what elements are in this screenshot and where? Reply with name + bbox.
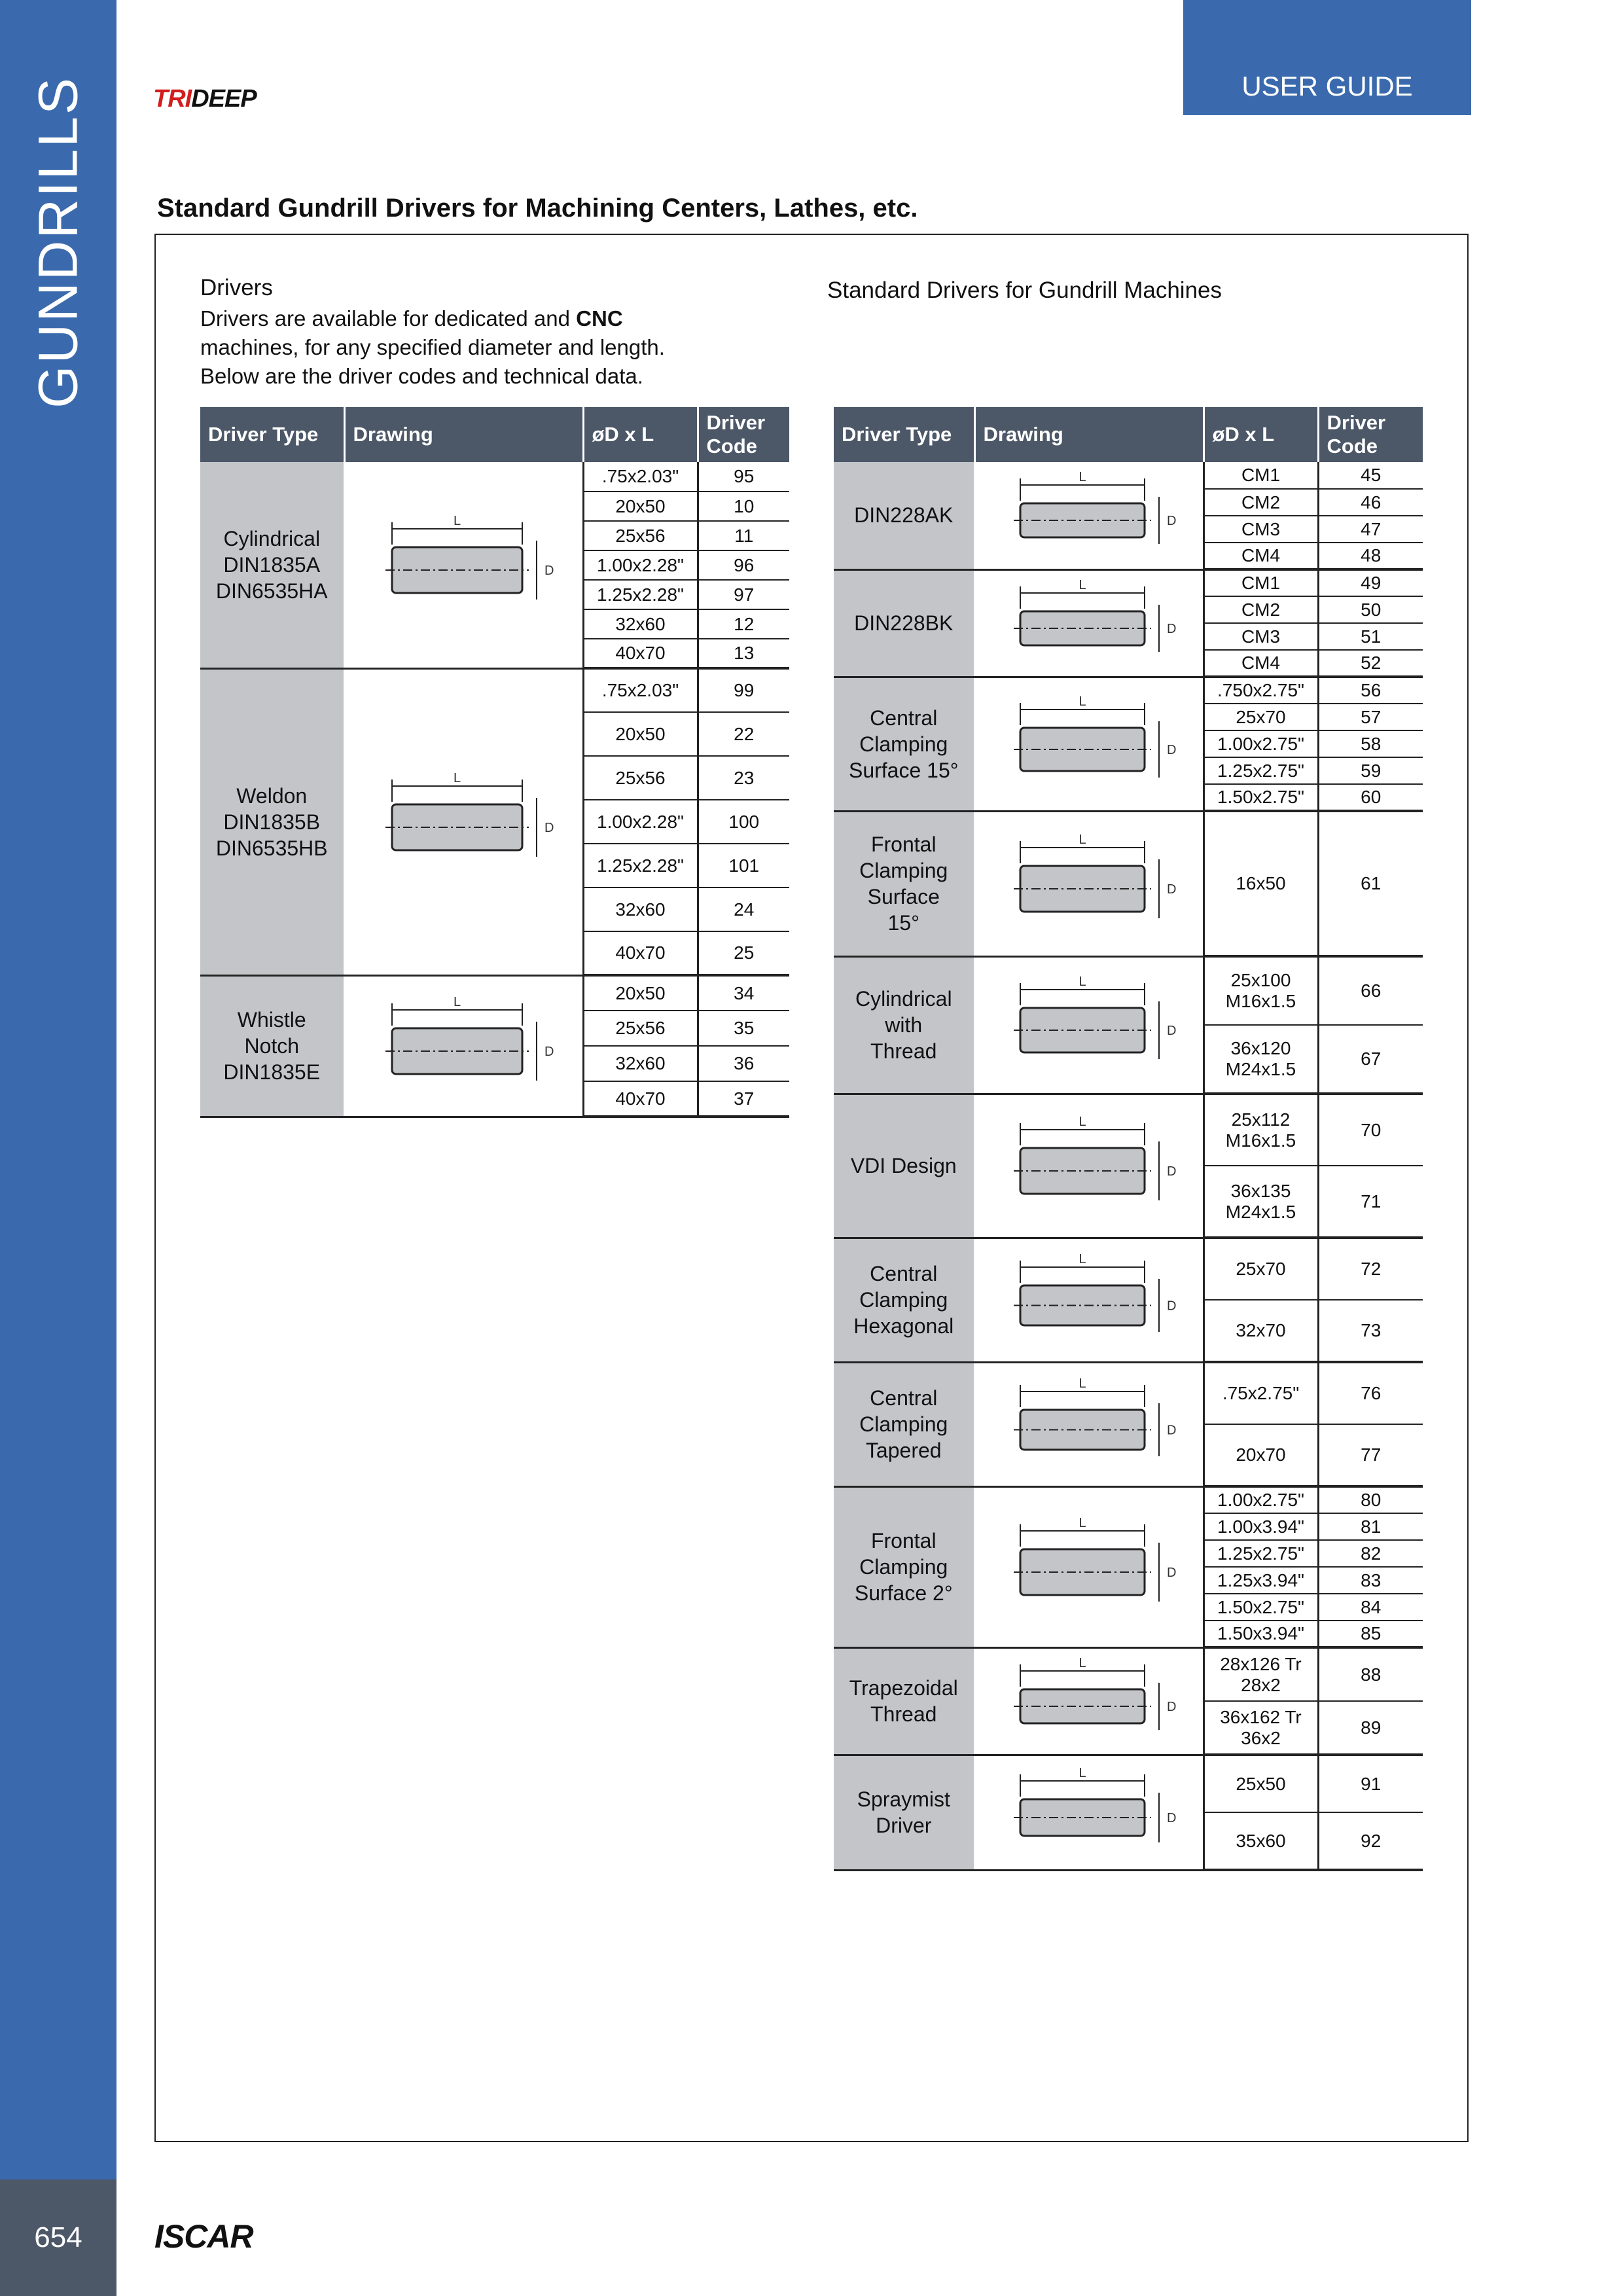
- section-title: GUNDRILLS: [27, 76, 89, 408]
- col-drawing: Drawing: [974, 407, 1204, 462]
- svg-text:D: D: [544, 1045, 554, 1059]
- table-row: [834, 462, 1423, 489]
- table-row: [834, 1362, 1423, 1424]
- driver-code-cell: 11: [698, 521, 789, 550]
- driver-code-cell: 59: [1318, 757, 1423, 784]
- dimension-cell: 1.00x2.28": [583, 800, 698, 844]
- col-drawing: Drawing: [344, 407, 583, 462]
- driver-code-cell: 91: [1318, 1755, 1423, 1812]
- dimension-cell: 25x112 M16x1.5: [1204, 1094, 1318, 1166]
- driver-drawing-icon: [974, 1486, 1204, 1647]
- driver-code-cell: 96: [698, 550, 789, 580]
- drivers-table-right: [834, 407, 1423, 1871]
- dimension-cell: 28x126 Tr 28x2: [1204, 1647, 1318, 1701]
- svg-text:D: D: [1167, 1700, 1177, 1714]
- driver-type: Frontal Clamping Surface 2°: [834, 1486, 974, 1647]
- table-row: [834, 1094, 1423, 1166]
- driver-type: Central Clamping Surface 15°: [834, 677, 974, 811]
- dimension-cell: 1.00x2.75": [1204, 1486, 1318, 1513]
- table-row: [834, 1486, 1423, 1513]
- dimension-cell: 25x70: [1204, 704, 1318, 730]
- svg-text:L: L: [453, 771, 461, 785]
- driver-code-cell: 50: [1318, 596, 1423, 623]
- logo-deep: DEEP: [191, 85, 257, 113]
- driver-drawing-icon: [974, 569, 1204, 677]
- table-row: [834, 569, 1423, 596]
- svg-text:D: D: [1167, 1811, 1177, 1825]
- driver-code-cell: 76: [1318, 1362, 1423, 1424]
- dimension-cell: CM1: [1204, 462, 1318, 489]
- dimension-cell: 35x60: [1204, 1812, 1318, 1870]
- trideep-logo: [153, 85, 257, 113]
- svg-text:L: L: [453, 995, 461, 1009]
- svg-text:D: D: [1167, 1423, 1177, 1438]
- driver-drawing-icon: [974, 811, 1204, 956]
- driver-code-cell: 72: [1318, 1238, 1423, 1300]
- dimension-cell: 20x50: [583, 712, 698, 756]
- driver-type: Cylindrical with Thread: [834, 956, 974, 1094]
- right-table-title: Standard Drivers for Gundrill Machines: [827, 278, 1222, 303]
- driver-code-cell: 60: [1318, 784, 1423, 811]
- driver-code-cell: 77: [1318, 1424, 1423, 1486]
- driver-code-cell: 67: [1318, 1025, 1423, 1094]
- dimension-cell: .75x2.75": [1204, 1362, 1318, 1424]
- dimension-cell: CM4: [1204, 650, 1318, 677]
- dimension-cell: 25x56: [583, 756, 698, 800]
- intro-text-a: Drivers are available for dedicated and: [200, 306, 577, 331]
- dimension-cell: 36x135 M24x1.5: [1204, 1166, 1318, 1238]
- col-driver-code: Driver Code: [698, 407, 789, 462]
- dimension-cell: 1.25x2.75": [1204, 1540, 1318, 1567]
- svg-text:D: D: [1167, 514, 1177, 529]
- dimension-cell: 1.00x3.94": [1204, 1513, 1318, 1540]
- svg-text:D: D: [1167, 1299, 1177, 1314]
- driver-code-cell: 23: [698, 756, 789, 800]
- svg-text:L: L: [1079, 1766, 1086, 1780]
- dimension-cell: 25x56: [583, 1011, 698, 1046]
- dimension-cell: 20x50: [583, 492, 698, 521]
- dimension-cell: CM2: [1204, 489, 1318, 516]
- table-row: [200, 668, 789, 712]
- driver-code-cell: 81: [1318, 1513, 1423, 1540]
- dimension-cell: 40x70: [583, 639, 698, 668]
- dimension-cell: 1.50x2.75": [1204, 784, 1318, 811]
- table-row: [834, 677, 1423, 704]
- svg-text:D: D: [1167, 1024, 1177, 1038]
- dimension-cell: 40x70: [583, 1081, 698, 1117]
- svg-text:L: L: [1079, 470, 1086, 485]
- dimension-cell: .750x2.75": [1204, 677, 1318, 704]
- driver-code-cell: 12: [698, 609, 789, 639]
- dimension-cell: 1.50x2.75": [1204, 1594, 1318, 1621]
- page-number: 654: [34, 2221, 82, 2253]
- svg-text:L: L: [1079, 833, 1086, 847]
- svg-text:D: D: [1167, 882, 1177, 897]
- svg-text:D: D: [1167, 1164, 1177, 1179]
- drivers-table-left: [200, 407, 789, 1118]
- svg-text:L: L: [1079, 694, 1086, 709]
- driver-type: Spraymist Driver: [834, 1755, 974, 1870]
- driver-code-cell: 80: [1318, 1486, 1423, 1513]
- driver-drawing-icon: [974, 1238, 1204, 1362]
- dimension-cell: 32x60: [583, 609, 698, 639]
- driver-type: VDI Design: [834, 1094, 974, 1238]
- driver-code-cell: 57: [1318, 704, 1423, 730]
- intro-text-b: machines, for any specified diameter and length. Below are the driver codes and technical data.: [200, 335, 665, 388]
- table-row: [834, 1238, 1423, 1300]
- driver-code-cell: 49: [1318, 569, 1423, 596]
- dimension-cell: 1.00x2.28": [583, 550, 698, 580]
- driver-code-cell: 46: [1318, 489, 1423, 516]
- driver-drawing-icon: [344, 668, 583, 975]
- dimension-cell: .75x2.03": [583, 668, 698, 712]
- svg-text:L: L: [453, 514, 461, 529]
- driver-code-cell: 47: [1318, 516, 1423, 543]
- svg-text:D: D: [544, 564, 554, 579]
- driver-type: Whistle Notch DIN1835E: [200, 975, 344, 1117]
- col-driver-type: Driver Type: [834, 407, 974, 462]
- driver-code-cell: 34: [698, 975, 789, 1011]
- svg-text:D: D: [1167, 1566, 1177, 1580]
- svg-text:L: L: [1079, 578, 1086, 592]
- driver-code-cell: 24: [698, 888, 789, 931]
- dimension-cell: 32x60: [583, 888, 698, 931]
- driver-code-cell: 95: [698, 462, 789, 492]
- driver-drawing-icon: [344, 462, 583, 668]
- driver-code-cell: 92: [1318, 1812, 1423, 1870]
- dimension-cell: CM4: [1204, 543, 1318, 569]
- driver-type: DIN228AK: [834, 462, 974, 569]
- svg-text:L: L: [1079, 975, 1086, 989]
- dimension-cell: 32x70: [1204, 1300, 1318, 1362]
- dimension-cell: 36x120 M24x1.5: [1204, 1025, 1318, 1094]
- driver-code-cell: 10: [698, 492, 789, 521]
- dimension-cell: 1.00x2.75": [1204, 730, 1318, 757]
- svg-text:L: L: [1079, 1376, 1086, 1391]
- logo-tri: TRI: [153, 85, 192, 113]
- table-row: [200, 462, 789, 492]
- iscar-logo: ISCAR: [154, 2218, 253, 2255]
- driver-type: Central Clamping Hexagonal: [834, 1238, 974, 1362]
- svg-text:L: L: [1079, 1252, 1086, 1266]
- dimension-cell: CM3: [1204, 623, 1318, 650]
- driver-code-cell: 51: [1318, 623, 1423, 650]
- driver-type: Central Clamping Tapered: [834, 1362, 974, 1486]
- driver-code-cell: 97: [698, 580, 789, 609]
- col-dim: øD x L: [583, 407, 698, 462]
- dimension-cell: 20x70: [1204, 1424, 1318, 1486]
- driver-code-cell: 66: [1318, 956, 1423, 1025]
- dimension-cell: .75x2.03": [583, 462, 698, 492]
- dimension-cell: 1.25x2.28": [583, 580, 698, 609]
- driver-drawing-icon: [974, 1755, 1204, 1870]
- table-row: [834, 1647, 1423, 1701]
- user-guide-tab: USER GUIDE: [1183, 0, 1471, 115]
- driver-type: Trapezoidal Thread: [834, 1647, 974, 1755]
- driver-code-cell: 48: [1318, 543, 1423, 569]
- driver-code-cell: 82: [1318, 1540, 1423, 1567]
- driver-drawing-icon: [974, 1647, 1204, 1755]
- dimension-cell: CM3: [1204, 516, 1318, 543]
- table-row: [834, 1755, 1423, 1812]
- driver-code-cell: 89: [1318, 1701, 1423, 1755]
- svg-text:L: L: [1079, 1516, 1086, 1530]
- driver-type: Weldon DIN1835B DIN6535HB: [200, 668, 344, 975]
- driver-drawing-icon: [974, 1094, 1204, 1238]
- driver-code-cell: 101: [698, 844, 789, 888]
- driver-code-cell: 61: [1318, 811, 1423, 956]
- driver-code-cell: 35: [698, 1011, 789, 1046]
- intro-title: Drivers: [200, 275, 273, 300]
- driver-code-cell: 13: [698, 639, 789, 668]
- dimension-cell: 36x162 Tr 36x2: [1204, 1701, 1318, 1755]
- driver-drawing-icon: [344, 975, 583, 1117]
- dimension-cell: 40x70: [583, 931, 698, 975]
- dimension-cell: CM1: [1204, 569, 1318, 596]
- driver-code-cell: 83: [1318, 1567, 1423, 1594]
- svg-text:D: D: [544, 821, 554, 835]
- driver-drawing-icon: [974, 677, 1204, 811]
- dimension-cell: 1.25x2.75": [1204, 757, 1318, 784]
- driver-code-cell: 25: [698, 931, 789, 975]
- dimension-cell: 1.50x3.94": [1204, 1621, 1318, 1647]
- page-heading: Standard Gundrill Drivers for Machining Centers, Lathes, etc.: [157, 194, 918, 223]
- dimension-cell: 25x50: [1204, 1755, 1318, 1812]
- driver-drawing-icon: [974, 462, 1204, 569]
- svg-text:L: L: [1079, 1115, 1086, 1129]
- dimension-cell: 25x70: [1204, 1238, 1318, 1300]
- col-driver-type: Driver Type: [200, 407, 344, 462]
- driver-code-cell: 85: [1318, 1621, 1423, 1647]
- dimension-cell: 32x60: [583, 1046, 698, 1081]
- driver-code-cell: 22: [698, 712, 789, 756]
- table-row: [834, 956, 1423, 1025]
- driver-code-cell: 99: [698, 668, 789, 712]
- dimension-cell: 25x100 M16x1.5: [1204, 956, 1318, 1025]
- dimension-cell: 25x56: [583, 521, 698, 550]
- driver-drawing-icon: [974, 1362, 1204, 1486]
- driver-code-cell: 56: [1318, 677, 1423, 704]
- driver-drawing-icon: [974, 956, 1204, 1094]
- svg-text:L: L: [1079, 1656, 1086, 1670]
- driver-code-cell: 84: [1318, 1594, 1423, 1621]
- driver-code-cell: 58: [1318, 730, 1423, 757]
- driver-code-cell: 70: [1318, 1094, 1423, 1166]
- intro-text: [200, 304, 717, 391]
- driver-code-cell: 52: [1318, 650, 1423, 677]
- col-dim: øD x L: [1204, 407, 1318, 462]
- driver-type: Frontal Clamping Surface 15°: [834, 811, 974, 956]
- driver-code-cell: 73: [1318, 1300, 1423, 1362]
- driver-type: DIN228BK: [834, 569, 974, 677]
- driver-type: Cylindrical DIN1835A DIN6535HA: [200, 462, 344, 668]
- col-driver-code: Driver Code: [1318, 407, 1423, 462]
- dimension-cell: 16x50: [1204, 811, 1318, 956]
- driver-code-cell: 100: [698, 800, 789, 844]
- dimension-cell: 20x50: [583, 975, 698, 1011]
- driver-code-cell: 71: [1318, 1166, 1423, 1238]
- dimension-cell: 1.25x2.28": [583, 844, 698, 888]
- dimension-cell: 1.25x3.94": [1204, 1567, 1318, 1594]
- driver-code-cell: 45: [1318, 462, 1423, 489]
- svg-text:D: D: [1167, 622, 1177, 636]
- driver-code-cell: 88: [1318, 1647, 1423, 1701]
- intro-text-bold: CNC: [576, 306, 623, 331]
- table-row: [200, 975, 789, 1011]
- table-row: [834, 811, 1423, 956]
- driver-code-cell: 36: [698, 1046, 789, 1081]
- svg-text:D: D: [1167, 743, 1177, 757]
- driver-code-cell: 37: [698, 1081, 789, 1117]
- dimension-cell: CM2: [1204, 596, 1318, 623]
